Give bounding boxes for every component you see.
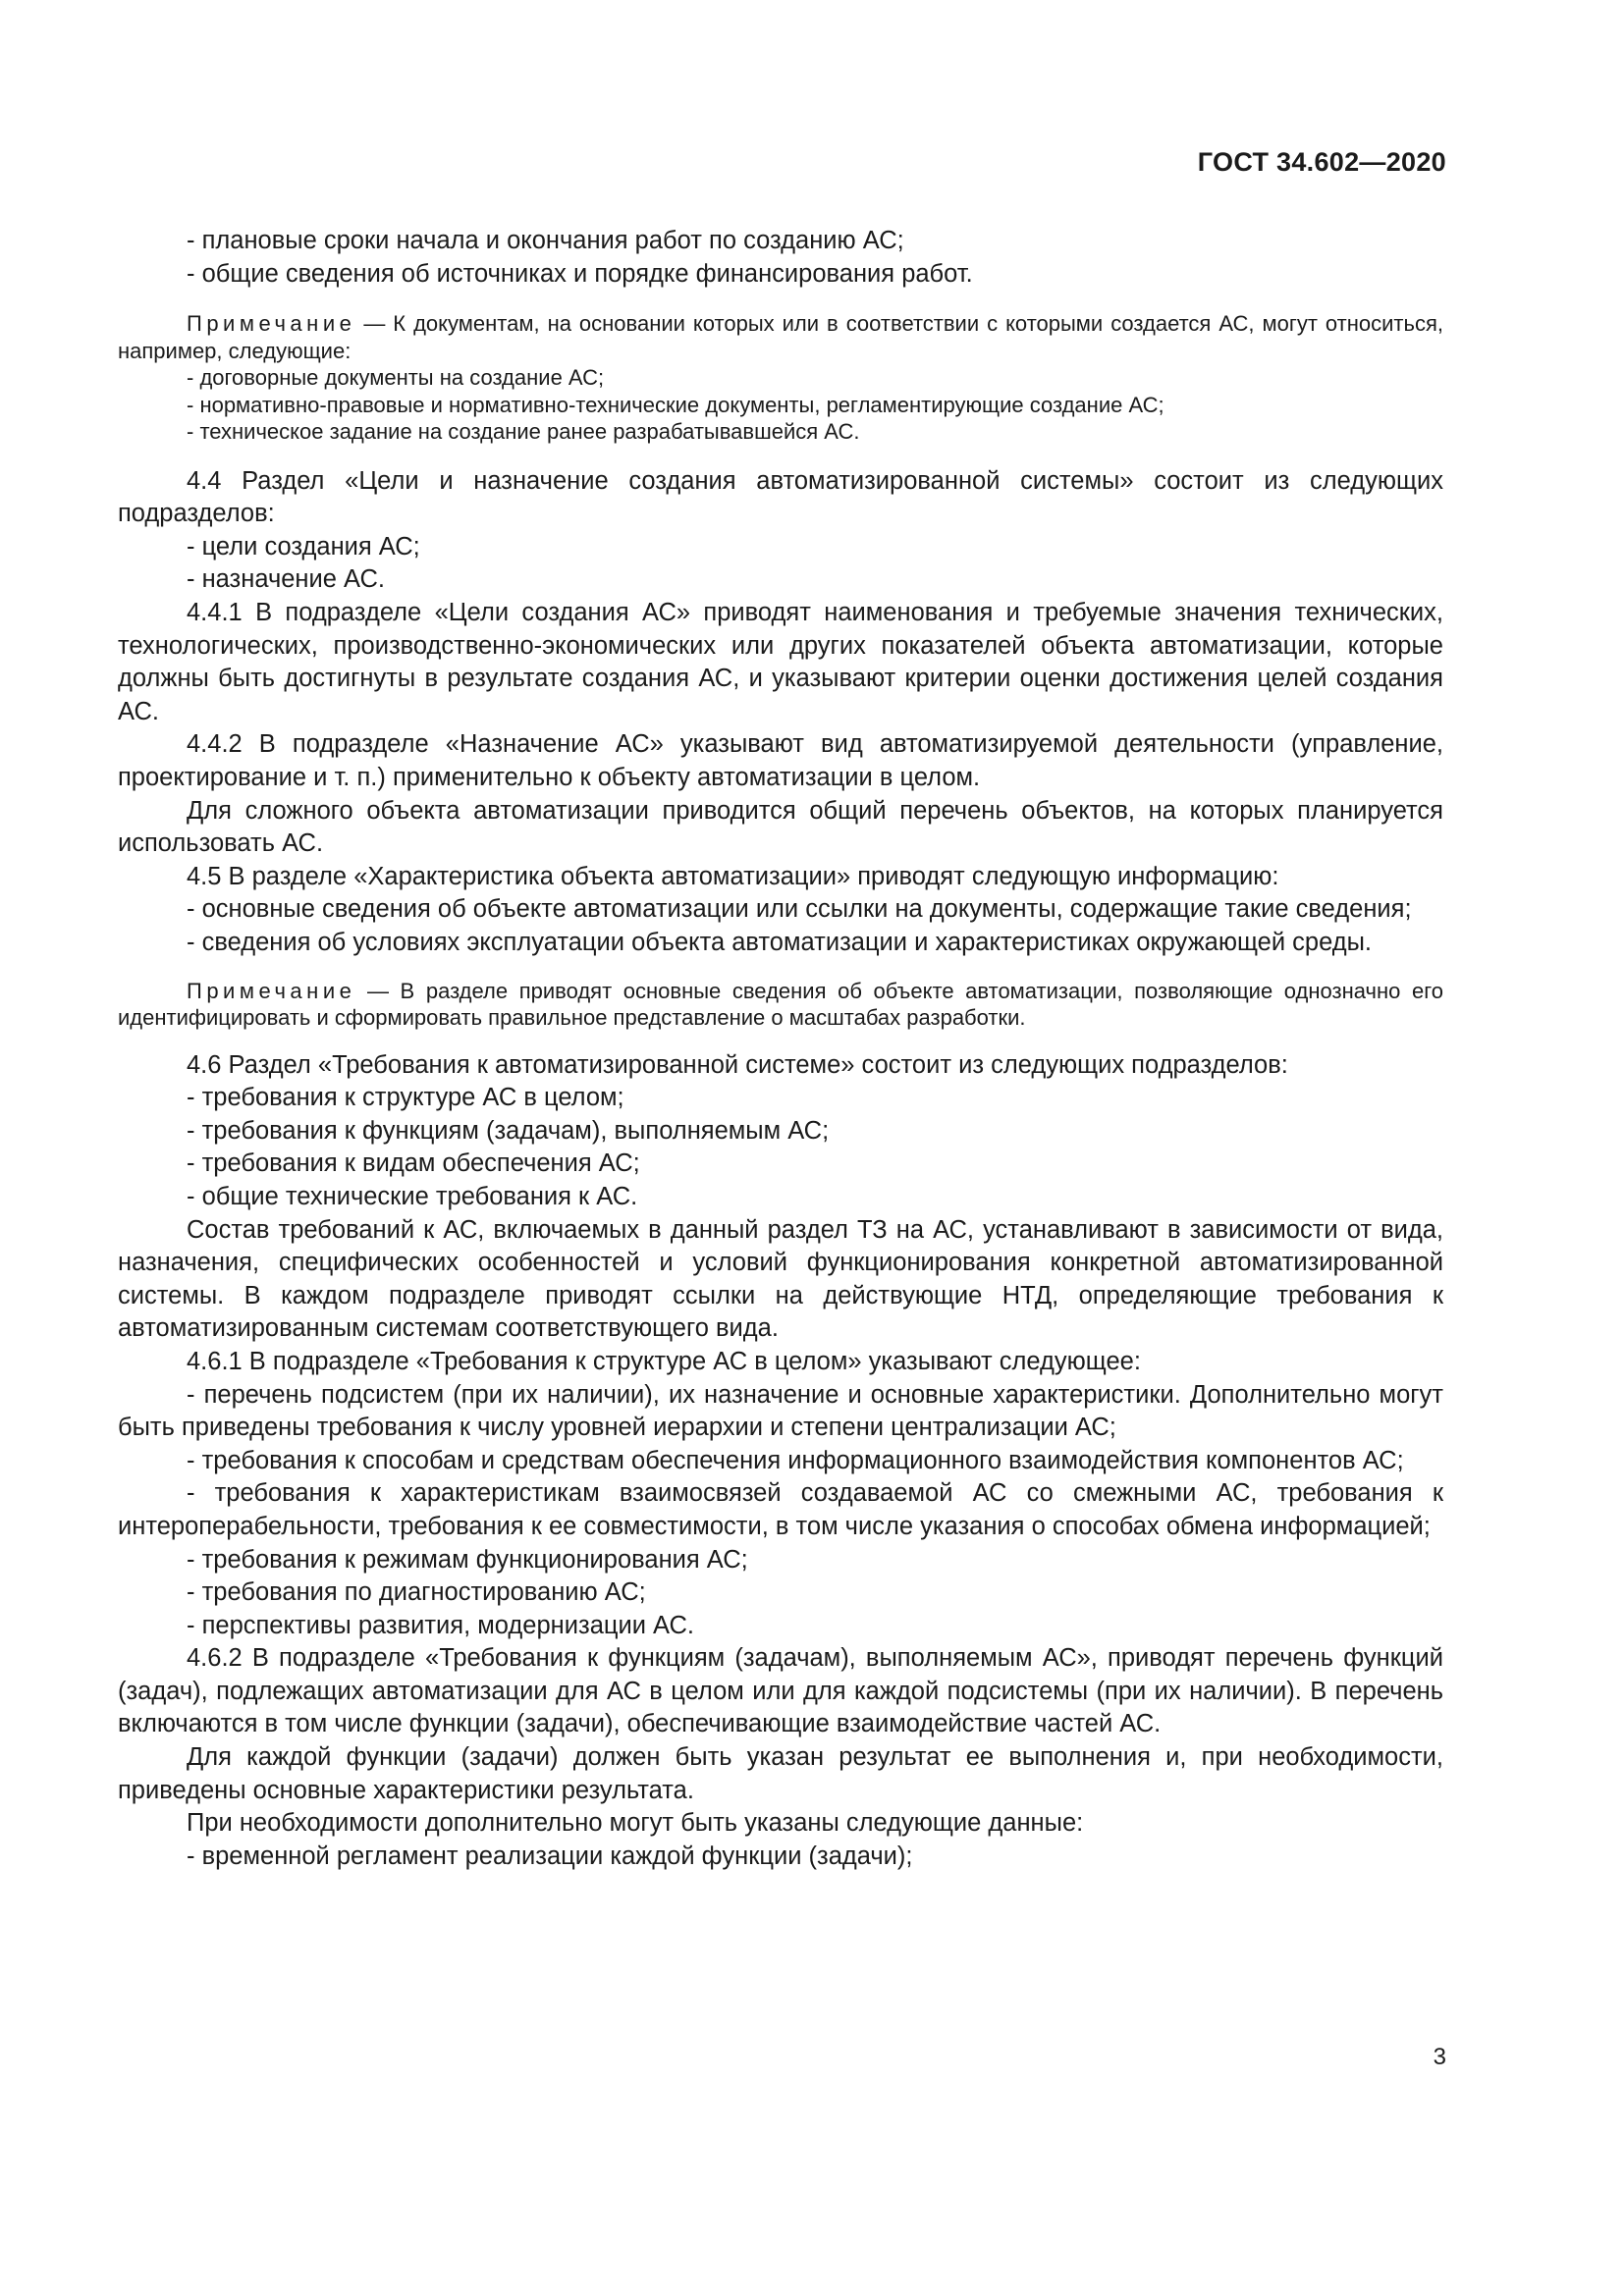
list-item: - перспективы развития, модернизации АС. <box>187 1611 694 1639</box>
list-item: - временной регламент реализации каждой функции (задачи); <box>187 1842 913 1870</box>
list-item: - перечень подсистем (при их наличии), их назначение и основные характеристики. Дополнительно могут быть приведены требования к числу уровней иерархии и степени централизации АС; <box>118 1380 1443 1442</box>
list-item: - назначение АС. <box>187 565 385 594</box>
section-4-6-1: 4.6.1 В подразделе «Требования к структуре АС в целом» указывают следующее: <box>187 1347 1141 1375</box>
list-item: - требования к функциям (задачам), выполняемым АС; <box>187 1116 830 1145</box>
list-item: - сведения об условиях эксплуатации объекта автоматизации и характеристиках окружающей среды. <box>187 929 1372 956</box>
paragraph: Состав требований к АС, включаемых в данный раздел ТЗ на АС, устанавливают в зависимости от вида, назначения, специфических особенностей и условий функционирования конкретной автоматизированной системы. В каждом подразделе приводят ссылки на действующие НТД, определяющие требования к автоматизированным системам соответствующего вида. <box>118 1215 1443 1343</box>
page-body <box>118 225 1443 1873</box>
section-4-4-1: 4.4.1 В подразделе «Цели создания АС» приводят наименования и требуемые значения технических, технологических, производственно-экономических или других показателей объекта автоматизации, которые должны быть достигнуты в результате создания АС, и указывают критерии оценки достижения целей создания АС. <box>118 599 1443 725</box>
section-4-4-2: 4.4.2 В подразделе «Назначение АС» указывают вид автоматизируемой деятельности (управление, проектирование и т. п.) применительно к объекту автоматизации в целом. <box>118 730 1443 792</box>
note-2 <box>118 978 1443 1032</box>
list-item: - требования по диагностированию АС; <box>187 1578 646 1607</box>
page-number: 3 <box>1433 2044 1446 2070</box>
paragraph: При необходимости дополнительно могут быть указаны следующие данные: <box>187 1809 1084 1838</box>
note-label: Примечание <box>187 978 356 1003</box>
list-item: - требования к видам обеспечения АС; <box>187 1149 640 1178</box>
list-item: - общие технические требования к АС. <box>187 1182 638 1210</box>
section-4-4: 4.4 Раздел «Цели и назначение создания автоматизированной системы» состоит из следующих подразделов: <box>118 466 1443 528</box>
note-item: - техническое задание на создание ранее разрабатывавшейся АС. <box>187 419 860 445</box>
note-body <box>118 978 1443 1032</box>
list-item: - требования к характеристикам взаимосвязей создаваемой АС со смежными АС, требования к интероперабельности, требования к ее совместимости, в том числе указания о способах обмена информацией; <box>118 1479 1443 1540</box>
note-label: Примечание <box>187 311 356 337</box>
list-item: - требования к способам и средствам обеспечения информационного взаимодействия компонентов АС; <box>187 1446 1404 1474</box>
paragraph: Для каждой функции (задачи) должен быть указан результат ее выполнения и, при необходимости, приведены основные характеристики результата. <box>118 1743 1443 1804</box>
note-item: - нормативно-правовые и нормативно-технические документы, регламентирующие создание АС; <box>187 392 1164 417</box>
section-4-5: 4.5 В разделе «Характеристика объекта автоматизации» приводят следующую информацию: <box>187 862 1279 890</box>
section-4-6-2: 4.6.2 В подразделе «Требования к функциям (задачам), выполняемым АС», приводят перечень функций (задач), подлежащих автоматизации для АС в целом или для каждой подсистемы (при их наличии). В перечень включаются в том числе функции (задачи), обеспечивающие взаимодействие частей АС. <box>118 1644 1443 1738</box>
note-item: - договорные документы на создание АС; <box>187 365 605 391</box>
note-text: — К документам, на основании которых или в соответствии с которыми создается АС, могут относиться, например, следующие: <box>118 311 1443 363</box>
note-intro <box>118 310 1443 364</box>
document-code: ГОСТ 34.602—2020 <box>1197 147 1446 177</box>
note-text: — В разделе приводят основные сведения об объекте автоматизации, позволяющие однозначно его идентифицировать и сформировать правильное представление о масштабах разработки. <box>118 978 1443 1031</box>
section-4-6: 4.6 Раздел «Требования к автоматизированной системе» состоит из следующих подразделов: <box>187 1050 1288 1079</box>
list-item: - плановые сроки начала и окончания работ по созданию АС; <box>187 227 904 254</box>
list-item: - основные сведения об объекте автоматизации или ссылки на документы, содержащие такие сведения; <box>187 895 1412 924</box>
list-item: - общие сведения об источниках и порядке финансирования работ. <box>187 259 973 288</box>
list-item: - требования к режимам функционирования АС; <box>187 1545 748 1574</box>
paragraph: Для сложного объекта автоматизации приводится общий перечень объектов, на которых планируется использовать АС. <box>118 796 1443 858</box>
list-item: - цели создания АС; <box>187 532 420 561</box>
note-1 <box>118 310 1443 446</box>
list-item: - требования к структуре АС в целом; <box>187 1084 624 1112</box>
